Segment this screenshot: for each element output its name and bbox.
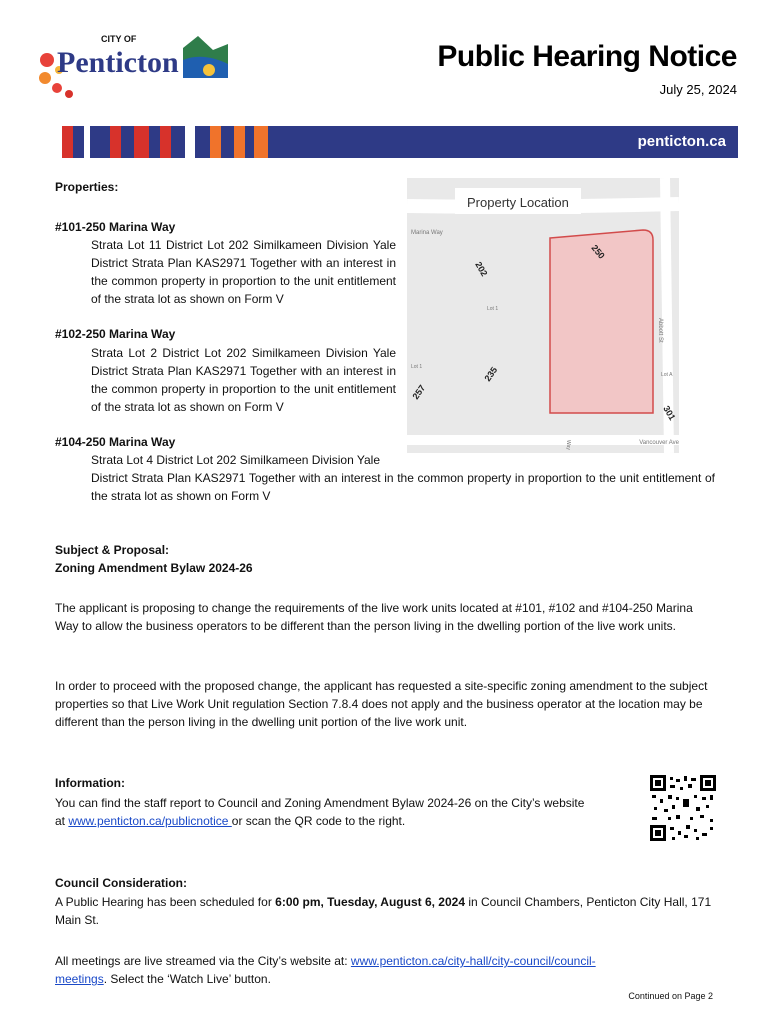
council-meetings-link[interactable]: www.penticton.ca/city-hall/city-council/council-: [350, 954, 596, 968]
map-lot: Lot A: [661, 372, 673, 378]
hearing-text: [55, 893, 715, 929]
logo-name: Penticton: [57, 46, 179, 79]
property-title: #104-250 Marina Way: [55, 435, 176, 449]
map-street-vancouver: Vancouver Ave: [639, 440, 679, 446]
city-logo: [33, 30, 233, 105]
proposal-paragraph: The applicant is proposing to change the requirements of the live work units located at #101, #102 and #104-250 Marina Way to allow the business operators to be different than the person living in the dwelling portion of the live work units.: [55, 601, 693, 633]
logo-city-of: CITY OF: [101, 34, 137, 44]
notice-date: July 25, 2024: [659, 82, 737, 97]
proposal-paragraph: In order to proceed with the proposed change, the applicant has requested a site-specific zoning amendment to the subject properties so that Live Work Unit regulation Section 7.8.4 does not apply and the business operator at the location may be different than the person living in the dwelling unit portion of the live work unit.: [55, 679, 708, 729]
map-label: Property Location: [467, 195, 569, 210]
map-address: 301: [661, 404, 678, 423]
council-meetings-link-continued[interactable]: meetings: [55, 972, 104, 986]
publicnotice-link[interactable]: www.penticton.ca/publicnotice: [68, 814, 232, 828]
map-address: 250: [589, 242, 607, 261]
information-text: [55, 794, 645, 830]
livestream-suffix: . Select the ‘Watch Live’ button.: [103, 972, 271, 986]
information-line-suffix: or scan the QR code to the right.: [231, 814, 406, 828]
information-line: You can find the staff report to Council and Zoning Amendment Bylaw 2024-26 on the City’s website: [55, 796, 585, 810]
property-description: Strata Lot 11 District Lot 202 Similkameen Division Yale District Strata Plan KAS2971 Together with an interest in the common property in proportion to the unit entitlement of the strata lot as shown on Form V: [91, 238, 396, 306]
property-description-line1: Strata Lot 4 District Lot 202 Similkameen Division Yale: [91, 453, 381, 467]
subject-heading: Subject & Proposal:: [55, 543, 170, 557]
property-map: [407, 178, 679, 453]
continued-note: Continued on Page 2: [628, 991, 713, 1001]
page-title: Public Hearing Notice: [437, 40, 737, 73]
information-line-prefix: at: [55, 814, 69, 828]
property-description: District Strata Plan KAS2971 Together with an interest in the common property in proportion to the unit entitlement of the strata lot as shown on Form V: [91, 471, 715, 503]
livestream-prefix: All meetings are live streamed via the City’s website at:: [55, 954, 351, 968]
banner-stripe: [254, 126, 268, 158]
banner-stripe: [210, 126, 221, 158]
map-address: 235: [482, 365, 500, 384]
livestream-text: [55, 952, 715, 988]
banner-stripe: [84, 126, 90, 158]
map-address: 202: [473, 260, 490, 279]
council-heading: Council Consideration:: [55, 876, 187, 890]
hearing-text-suffix: in Council Chambers, Penticton City Hall, 171 Main St.: [55, 895, 712, 927]
map-street-abbott: Abbott St: [657, 318, 663, 343]
map-address: 257: [410, 383, 428, 402]
information-heading: Information:: [55, 776, 125, 790]
banner-url: penticton.ca: [637, 133, 726, 150]
banner-stripe: [234, 126, 245, 158]
hearing-datetime: 6:00 pm, Tuesday, August 6, 2024: [275, 895, 465, 909]
map-lot: Lot 1: [487, 306, 499, 312]
hearing-text-prefix: A Public Hearing has been scheduled for: [55, 895, 276, 909]
banner-stripe: [62, 126, 73, 158]
property-description: Strata Lot 2 District Lot 202 Similkameen Division Yale District Strata Plan KAS2971 Together with an interest in the common property in proportion to the unit entitlement of the strata lot as shown on Form V: [91, 346, 396, 414]
banner-stripe: [134, 126, 149, 158]
banner-stripe: [160, 126, 171, 158]
banner-stripe: [185, 126, 195, 158]
banner-stripe: [110, 126, 121, 158]
property-title: #102-250 Marina Way: [55, 327, 176, 341]
bylaw-name: Zoning Amendment Bylaw 2024-26: [55, 561, 253, 575]
properties-heading: Properties:: [55, 180, 119, 194]
qr-code[interactable]: [650, 775, 716, 841]
map-street-way: Way: [565, 440, 571, 450]
map-lot: Lot 1: [411, 364, 423, 370]
map-street-marina: Marina Way: [411, 230, 443, 236]
property-title: #101-250 Marina Way: [55, 220, 176, 234]
